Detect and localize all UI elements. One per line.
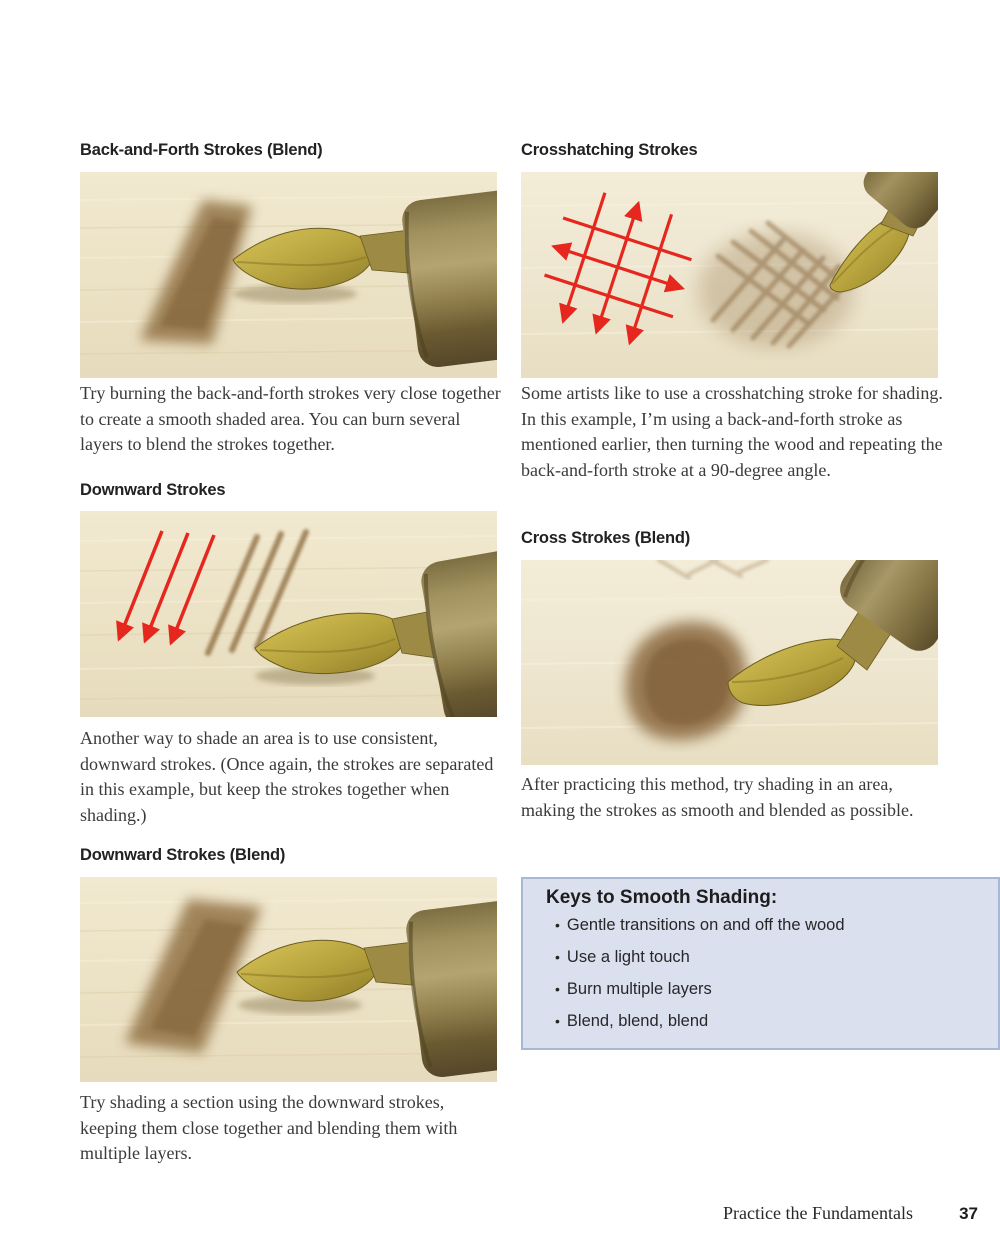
keys-box-item <box>555 1012 988 1031</box>
keys-box-item <box>555 948 988 967</box>
keys-box-list <box>546 916 988 1031</box>
section-heading-cross-strokes-blend: Cross Strokes (Blend) <box>521 529 691 547</box>
back-and-forth-blend-photo <box>80 172 497 378</box>
section-heading-downward-strokes-blend: Downward Strokes (Blend) <box>80 846 286 864</box>
section-heading-downward-strokes: Downward Strokes <box>80 481 226 499</box>
caption-downward-strokes-blend: Try shading a section using the downward strokes, keeping them close together and blending them with multiple layers. <box>80 1092 458 1163</box>
keys-to-smooth-shading-box <box>521 877 1000 1050</box>
caption-back-and-forth-blend: Try burning the back-and-forth strokes very close together to create a smooth shaded area. You can burn several layers to blend the strokes together. <box>80 383 501 454</box>
keys-box-item-text: Blend, blend, blend <box>566 1012 709 1030</box>
keys-box-item-text: Burn multiple layers <box>566 980 712 998</box>
bullet-icon: • <box>555 949 560 965</box>
cross-strokes-blend-photo <box>521 560 938 765</box>
footer-chapter-title: Practice the Fundamentals <box>723 1203 913 1223</box>
bullet-icon: • <box>555 1013 560 1029</box>
footer-page-number: 37 <box>959 1204 978 1223</box>
keys-box-item <box>555 916 988 935</box>
keys-box-title: Keys to Smooth Shading: <box>546 887 778 908</box>
keys-box-item <box>555 980 988 999</box>
bullet-icon: • <box>555 917 560 933</box>
downward-strokes-blend-photo <box>80 877 497 1082</box>
section-heading-crosshatching: Crosshatching Strokes <box>521 141 698 159</box>
caption-cross-strokes-blend: After practicing this method, try shading in an area, making the strokes as smooth and blended as possible. <box>521 774 914 820</box>
section-heading-back-and-forth-blend: Back-and-Forth Strokes (Blend) <box>80 141 323 159</box>
keys-box-item-text: Gentle transitions on and off the wood <box>566 916 845 934</box>
crosshatching-strokes-photo <box>521 172 938 378</box>
keys-box-item-text: Use a light touch <box>566 948 690 966</box>
downward-strokes-photo <box>80 511 497 717</box>
caption-downward-strokes: Another way to shade an area is to use consistent, downward strokes. (Once again, the strokes are separated in this example, but keep the strokes together when shading.) <box>80 728 494 825</box>
caption-crosshatching: Some artists like to use a crosshatching stroke for shading. In this example, I’m using a back-and-forth stroke as mentioned earlier, then turning the wood and repeating the back-and-forth stroke at a 90-degree angle. <box>521 383 943 480</box>
bullet-icon: • <box>555 981 560 997</box>
